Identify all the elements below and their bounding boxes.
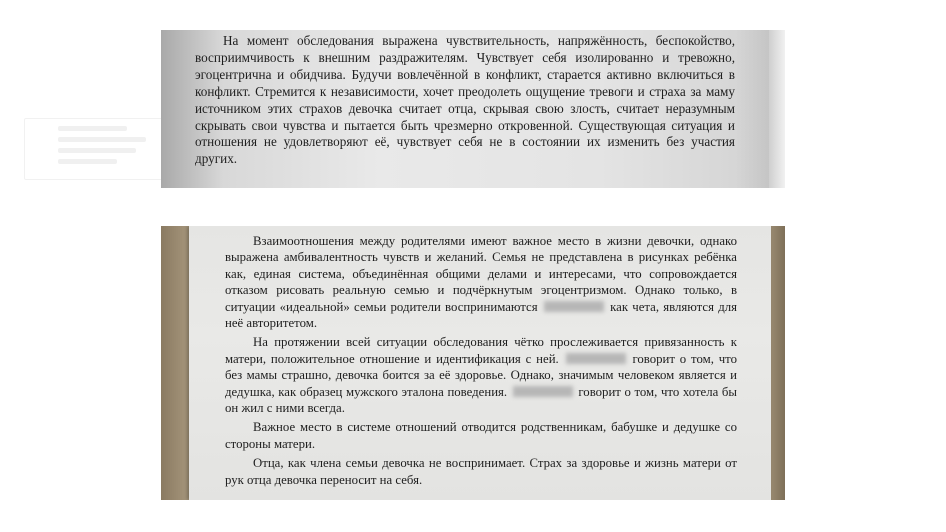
- table-surface-right: [769, 226, 785, 500]
- paragraph-parents: Взаимоотношения между родителями имеют важное место в жизни девочки, однако выражена амбивалентность чувств и желаний. Семья не представлена в рисунках ребёнка как, единая система, объединённая общими делами и интересами, что сопровождается отказом рисовать реальную семью и подчёркнутым эгоцентризмом. Однако только, в ситуации «идеальной» семьи родители воспринимаются как чета, являются для неё авторитетом.: [225, 234, 738, 331]
- table-surface-left: [161, 226, 191, 500]
- paragraph-relatives: Важное место в системе отношений отводится родственникам, бабушке и дедушке со стороны матери.: [225, 420, 737, 451]
- paragraph: На момент обследования выражена чувствительность, напряжённость, беспокойство, восприимчивость к внешним раздражителям. Чувствует себя изолированно и тревожно, эгоцентрична и обидчива. Будучи вовлечённой в конфликт, старается активно включиться в конфликт. Стремится к независимости, хочет преодолеть ощущение тревоги и страха за маму источником этих страхов девочка считает отца, скрывая свою злость, считает неразумным скрывать свои чувства и пытается быть чрезмерно откровенной. Существующая ситуация и отношения не удовлетворяют её, чувствует себя не в состоянии их изменить без участия других.: [195, 33, 735, 167]
- redacted-name: [513, 386, 573, 397]
- paragraph-father: Отца, как члена семьи девочка не воспринимает. Страх за здоровье и жизнь матери от рук отца девочка переносит на себя.: [225, 456, 737, 487]
- background-placeholder-lines: [58, 126, 156, 170]
- document-photo-bottom: [161, 226, 785, 500]
- document-photo-top: [161, 30, 785, 188]
- paragraph-attachment: На протяжении всей ситуации обследования чётко прослеживается привязанность к матери, положительное отношение и идентификация с ней. говорит о том, что без мамы страшно, девочка боится за её здоровье. Однако, значимым человеком является и дедушка, как образец мужского эталона поведения. говорит о том, что хотела бы он жил с ними всегда.: [225, 335, 738, 416]
- redacted-name: [566, 353, 626, 364]
- redacted-name: [544, 301, 604, 312]
- document-text-bottom: [225, 233, 737, 491]
- document-text-top: [195, 33, 735, 168]
